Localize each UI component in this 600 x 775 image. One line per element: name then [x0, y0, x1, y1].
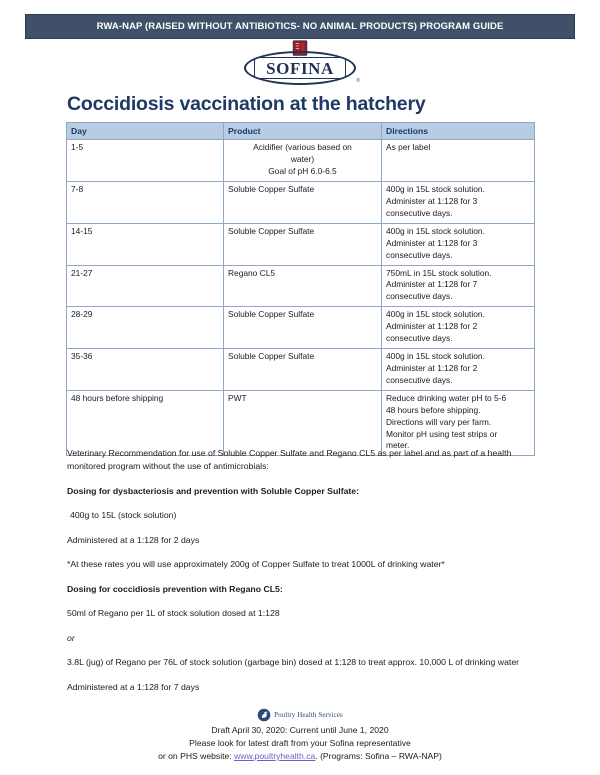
- cell-product: [224, 181, 382, 223]
- table-row: [67, 140, 535, 182]
- cell-product: [224, 349, 382, 391]
- cell-text-line: meter.: [386, 440, 410, 451]
- cell-text-line: consecutive days.: [386, 374, 453, 385]
- footer-draft-date: Draft April 30, 2020: Current until June 1, 2020: [211, 725, 389, 735]
- cell-text-line: water): [290, 154, 315, 165]
- document-footer: [0, 708, 600, 763]
- cell-text-line: Soluble Copper Sulfate: [228, 351, 315, 362]
- or-separator: or: [67, 632, 75, 643]
- cell-text-line: consecutive days.: [386, 291, 453, 302]
- table-row: [67, 223, 535, 265]
- column-header-directions: Directions: [382, 123, 535, 140]
- cell-text-line: 400g in 15L stock solution.: [386, 351, 485, 362]
- cell-directions: [382, 265, 535, 307]
- cell-text-line: 400g in 15L stock solution.: [386, 225, 485, 236]
- page-title: Coccidiosis vaccination at the hatchery: [67, 93, 426, 115]
- cell-text-line: Monitor pH using test strips or: [386, 428, 498, 439]
- cell-directions: [382, 223, 535, 265]
- cell-product: [224, 223, 382, 265]
- cell-text-line: Administer at 1:128 for 2: [386, 362, 478, 373]
- table-header-row: [67, 123, 535, 140]
- regano-small-batch: 50ml of Regano per 1L of stock solution dosed at 1:128: [67, 608, 280, 619]
- cell-text-line: Goal of pH 6.0-6.5: [268, 166, 337, 177]
- vaccination-program-table: [66, 122, 535, 456]
- cell-text-line: Acidifier (various based on: [253, 142, 352, 153]
- table-row: [67, 307, 535, 349]
- cell-product: [224, 265, 382, 307]
- cell-text-line: Soluble Copper Sulfate: [228, 225, 315, 236]
- footer-website-prefix: or on PHS website:: [158, 750, 235, 761]
- body-content: [67, 447, 533, 705]
- sofina-logo-container: [0, 40, 600, 86]
- cell-text-line: Administer at 1:128 for 2: [386, 321, 478, 332]
- cell-text-line: Administer at 1:128 for 3: [386, 195, 478, 206]
- cell-text-line: 750mL in 15L stock solution.: [386, 267, 492, 278]
- cell-text-line: PWT: [228, 392, 247, 403]
- cell-text-line: 400g in 15L stock solution.: [386, 309, 485, 320]
- table-row: [67, 265, 535, 307]
- cell-product: [224, 140, 382, 182]
- table-row: [67, 349, 535, 391]
- cell-text-line: consecutive days.: [386, 207, 453, 218]
- cell-text-line: consecutive days.: [386, 333, 453, 344]
- poultry-health-services-icon: [257, 708, 271, 722]
- table-row: [67, 181, 535, 223]
- cell-text-line: Regano CL5: [228, 267, 276, 278]
- footer-website-line: [0, 750, 600, 763]
- cell-day: 7-8: [67, 181, 224, 223]
- cell-product: [224, 307, 382, 349]
- banner-title: RWA-NAP (RAISED WITHOUT ANTIBIOTICS- NO ANIMAL PRODUCTS) PROGRAM GUIDE: [96, 21, 504, 32]
- cell-directions: [382, 140, 535, 182]
- column-header-product: Product: [224, 123, 382, 140]
- footer-website-suffix: . (Programs: Sofina – RWA-NAP): [315, 750, 442, 761]
- cell-text-line: 48 hours before shipping.: [386, 404, 481, 415]
- cell-directions: [382, 307, 535, 349]
- vet-recommendation-paragraph: Veterinary Recommendation for use of Soluble Copper Sulfate and Regano CL5 as per label and as part of a health monitored program without the use of antimicrobials:: [67, 448, 512, 472]
- cell-text-line: Soluble Copper Sulfate: [228, 309, 315, 320]
- cell-day: 14-15: [67, 223, 224, 265]
- trademark-symbol: ®: [356, 78, 360, 84]
- heading-regano-dosing: Dosing for coccidiosis prevention with Regano CL5:: [67, 583, 283, 594]
- regano-large-batch: 3.8L (jug) of Regano per 76L of stock solution (garbage bin) dosed at 1:128 to treat approx. 10,000 L of drinking water: [67, 657, 520, 668]
- copper-rate-note: *At these rates you will use approximately 200g of Copper Sulfate to treat 1000L of drinking water*: [67, 559, 445, 570]
- cell-text-line: Directions will vary per farm.: [386, 416, 492, 427]
- sofina-logo: [244, 40, 360, 86]
- poultryhealth-link[interactable]: www.poultryhealth.ca: [234, 750, 316, 761]
- cell-text-line: Reduce drinking water pH to 5-6: [386, 392, 507, 403]
- cell-directions: [382, 181, 535, 223]
- cell-text-line: Administer at 1:128 for 3: [386, 237, 478, 248]
- phs-logo: [0, 708, 600, 722]
- sofina-inner-frame: [254, 57, 346, 79]
- cell-directions: [382, 349, 535, 391]
- cell-text-line: As per label: [386, 142, 431, 153]
- heading-copper-dosing: Dosing for dysbacteriosis and prevention with Soluble Copper Sulfate:: [67, 485, 360, 496]
- cell-day: 35-36: [67, 349, 224, 391]
- sofina-oval-frame: [244, 51, 356, 85]
- cell-text-line: consecutive days.: [386, 249, 453, 260]
- cell-text-line: Soluble Copper Sulfate: [228, 183, 315, 194]
- column-header-day: Day: [67, 123, 224, 140]
- cell-day: 48 hours before shipping: [67, 390, 224, 456]
- copper-administration: Administered at a 1:128 for 2 days: [67, 534, 200, 545]
- phs-name-text: Poultry Health Services: [274, 711, 343, 719]
- cell-day: 1-5: [67, 140, 224, 182]
- regano-administration: Administered at a 1:128 for 7 days: [67, 681, 200, 692]
- cell-day: 21-27: [67, 265, 224, 307]
- footer-draft-notice: Please look for latest draft from your Sofina representative: [189, 737, 411, 748]
- cell-text-line: 400g in 15L stock solution.: [386, 183, 485, 194]
- cell-text-line: Administer at 1:128 for 7: [386, 279, 478, 290]
- sofina-wordmark: SOFINA: [266, 58, 334, 78]
- cell-day: 28-29: [67, 307, 224, 349]
- copper-stock-solution: 400g to 15L (stock solution): [70, 510, 177, 521]
- program-guide-banner: [25, 14, 575, 39]
